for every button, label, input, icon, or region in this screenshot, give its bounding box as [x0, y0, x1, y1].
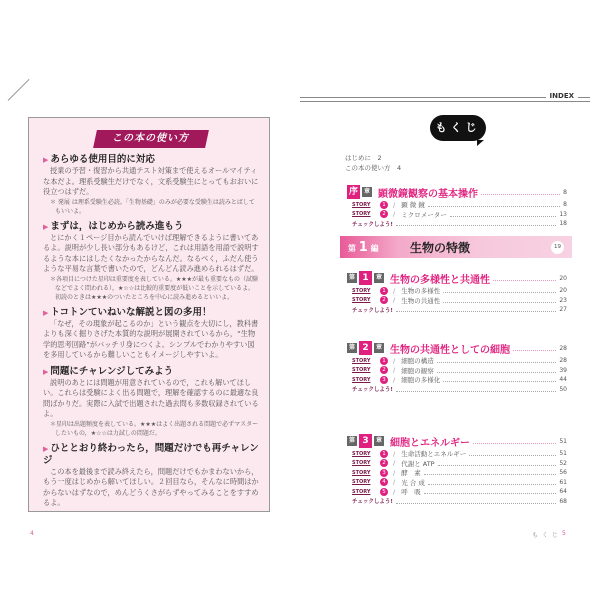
chapter-block	[347, 433, 567, 506]
toc-link-hajimeni[interactable]: はじめに 2	[345, 154, 382, 162]
chapter-page: 28	[559, 344, 567, 352]
chapter-page: 51	[559, 437, 567, 445]
chapter-title: 細胞とエネルギー	[390, 437, 470, 449]
story-page: 64	[559, 488, 567, 496]
leader-line	[428, 202, 560, 207]
story-number: 1	[380, 450, 388, 458]
section-body: とにかく１ページ目から読んでいけば理解できるように書いてあるよ。説明が少し長い部分もあるけど，これは用語を用語で説明するような本にはしたくなかったからなんだ。なるべく，ふだん使うような平易な言葉で書いたので，どんどん読み進められるはずだ。	[43, 232, 259, 273]
story-number: 2	[380, 296, 388, 304]
chapter-block	[347, 184, 567, 229]
chapter-number: 2	[359, 341, 372, 355]
story-row[interactable]	[347, 449, 567, 459]
index-label: INDEX	[546, 92, 578, 100]
leader-dots	[513, 345, 556, 351]
section-note: ＊星印は出題頻度を表している。★★★はよく出題される問題で必ずマスターしたいもの，★☆☆は力試しの問題だ。	[50, 420, 259, 437]
story-title: 細胞の構造	[401, 357, 434, 366]
slash-divider: /	[393, 468, 396, 477]
leader-dots	[481, 189, 560, 195]
how-to-use-box	[28, 117, 270, 512]
check-page: 50	[559, 385, 567, 393]
leader-line	[437, 358, 557, 363]
section-heading: ▶ 問題にチャレンジしてみよう	[43, 366, 259, 378]
chapter-suffix: 章	[375, 274, 382, 281]
story-number: 1	[380, 357, 388, 365]
slash-divider: /	[393, 296, 396, 305]
story-title: ミクロメーター	[401, 210, 447, 219]
chapter-title: 生物の多様性と共通性	[390, 274, 490, 286]
story-label: STORY	[352, 469, 371, 476]
how-to-use-title: この本の使い方	[93, 130, 209, 148]
story-title: 細胞の多様化	[401, 376, 441, 385]
chapter-suffix: 章	[363, 188, 370, 195]
leader-line	[396, 221, 557, 226]
story-label: STORY	[352, 450, 371, 457]
story-title: 酵 素	[401, 469, 421, 478]
chapter-prefix: 第	[348, 344, 355, 351]
story-label: STORY	[352, 357, 371, 364]
index-rule	[300, 92, 590, 102]
story-label: STORY	[352, 479, 371, 486]
story-title: 顕 微 鏡	[401, 201, 425, 210]
section-note: ＊各項目につけた星印は重要度を表している。★★★が最も重要なもの（試験などでよく問われる），★☆☆は比較的重要度が低いことを示しているよ。初読のときは★★★のついたところを中心に読み進めるといいよ。	[50, 275, 259, 301]
leader-line	[396, 387, 557, 392]
chapter-page: 20	[559, 274, 567, 282]
story-number: 3	[380, 469, 388, 477]
story-row[interactable]	[347, 375, 567, 385]
chapter-number: 1	[359, 271, 372, 285]
toc-page	[300, 0, 600, 600]
part-title: 生物の特徴	[410, 240, 471, 255]
story-label: STORY	[352, 488, 371, 495]
slash-divider: /	[393, 210, 396, 219]
story-number: 1	[380, 201, 388, 209]
page-number-right: 5	[562, 530, 566, 537]
story-title: 代謝と ATP	[401, 459, 435, 468]
story-page: 39	[559, 366, 567, 374]
leader-line	[438, 461, 557, 466]
section-heading: ▶ まずは，はじめから読み進もう	[43, 221, 259, 233]
story-label: STORY	[352, 201, 371, 208]
leader-line	[424, 489, 557, 494]
check-row[interactable]	[347, 219, 567, 229]
part-label: 第 1 編	[348, 239, 379, 255]
section-heading: ▶ トコトンていねいな解説と図の多用！	[43, 307, 259, 319]
story-row[interactable]	[347, 487, 567, 497]
leader-line	[443, 298, 556, 303]
story-number: 2	[380, 366, 388, 374]
story-page: 52	[559, 459, 567, 467]
chapter-heading[interactable]	[347, 433, 567, 449]
story-number: 4	[380, 478, 388, 486]
story-label: STORY	[352, 297, 371, 304]
slash-divider: /	[393, 375, 396, 384]
check-label: チェックしよう!	[352, 221, 393, 228]
section-heading: ▶ ひととおり終わったら，問題だけでも再チャレンジ	[43, 443, 259, 467]
leader-line	[450, 212, 557, 217]
section-body: この本を最後まで読み終えたら，問題だけでもかまわないから，もう一度はじめから解いてほしい。２回目なら，そんなに時間はかからないはずなので，めんどうくさがらずやってみることをすすめるよ。	[43, 466, 259, 507]
leader-dots	[473, 438, 556, 444]
section-body: 「なぜ，その現象が起こるのか」という観点を大切にし，教科書よりも深く掘りさげた本質的な説明が展開されているから，“生物学的思考回路”がバッチリ身につくよ。シンプルでわかりやすい図を多用しているから難しいこともイメージしやすいよ。	[43, 318, 259, 359]
intro-links	[345, 153, 401, 173]
check-row[interactable]	[347, 305, 567, 315]
story-page: 51	[559, 450, 567, 458]
check-page: 18	[559, 220, 567, 228]
slash-divider: /	[393, 286, 396, 295]
story-title: 生命活動とエネルギー	[401, 450, 467, 459]
chapter-heading[interactable]	[347, 340, 567, 356]
section-heading: ▶ あらゆる使用目的に対応	[43, 154, 259, 166]
slash-divider: /	[393, 459, 396, 468]
chapter-title: 生物の共通性としての細胞	[390, 344, 510, 356]
leader-line	[469, 451, 556, 456]
chapter-label: 序	[348, 187, 358, 197]
slash-divider: /	[393, 356, 396, 365]
chapter-block	[347, 340, 567, 394]
chapter-title: 顕微鏡観察の基本操作	[378, 188, 478, 200]
chapter-page: 8	[563, 188, 567, 196]
story-page: 13	[559, 210, 567, 218]
story-row[interactable]	[347, 459, 567, 469]
story-row[interactable]	[347, 200, 567, 210]
story-number: 1	[380, 287, 388, 295]
check-label: チェックしよう!	[352, 387, 393, 394]
check-label: チェックしよう!	[352, 307, 393, 314]
slash-divider: /	[393, 200, 396, 209]
story-number: 2	[380, 459, 388, 467]
story-label: STORY	[352, 287, 371, 294]
section-body: 授業の予習・復習から共通テスト対策まで使えるオールマイティな本だよ。理系受験生だけでなく，文系受験生にとってもおおいに役立つはずだ。	[43, 166, 259, 196]
story-row[interactable]	[347, 468, 567, 478]
story-row[interactable]	[347, 478, 567, 488]
part-page: 19	[551, 241, 564, 254]
story-page: 28	[559, 357, 567, 365]
story-row[interactable]	[347, 286, 567, 296]
chapter-heading[interactable]	[347, 184, 567, 200]
story-label: STORY	[352, 211, 371, 218]
leader-line	[437, 368, 557, 373]
chapter-prefix: 第	[348, 274, 355, 281]
chapter-block	[347, 270, 567, 315]
story-row[interactable]	[347, 356, 567, 366]
story-title: 生物の共通性	[401, 296, 441, 305]
leader-line	[443, 288, 556, 293]
story-page: 8	[563, 201, 567, 209]
story-number: 3	[380, 376, 388, 384]
story-page: 23	[559, 296, 567, 304]
page-number-left: 4	[30, 530, 34, 537]
story-label: STORY	[352, 460, 371, 467]
chapter-heading[interactable]	[347, 270, 567, 286]
story-label: STORY	[352, 367, 371, 374]
story-number: 5	[380, 488, 388, 496]
chapter-suffix: 章	[375, 437, 382, 444]
story-title: 光 合 成	[401, 478, 425, 487]
story-row[interactable]	[347, 296, 567, 306]
toc-link-how-to-use[interactable]: この本の使い方 4	[345, 164, 402, 172]
slash-divider: /	[393, 449, 396, 458]
leader-line	[443, 377, 556, 382]
chapter-number: 3	[359, 434, 372, 448]
check-page: 27	[559, 306, 567, 314]
mokuji-bubble: もくじ	[430, 115, 486, 141]
story-page: 61	[559, 478, 567, 486]
leader-line	[424, 470, 557, 475]
leader-line	[428, 480, 557, 485]
slash-divider: /	[393, 478, 396, 487]
leader-line	[396, 499, 557, 504]
story-page: 56	[559, 469, 567, 477]
section-body: 説明のあとには問題が用意されているので，これも解いてほしい。これらは受験によく出る問題で，理解を確認するのに最適な良問ばかりだ。実際に入試で出題された過去問も多数収録されているよ。	[43, 377, 259, 418]
page-fold-line	[8, 79, 30, 101]
story-title: 細胞の観察	[401, 366, 434, 375]
story-row[interactable]	[347, 210, 567, 220]
footer-label: もくじ	[532, 532, 563, 539]
chapter-prefix: 第	[348, 437, 355, 444]
part-1-banner[interactable]	[340, 236, 572, 258]
slash-divider: /	[393, 487, 396, 496]
check-row[interactable]	[347, 497, 567, 507]
section-note: ＊ 発展 は理系受験生必読。「生物基礎」のみが必要な受験生は読みとばしてもいいよ。	[50, 198, 255, 215]
leader-dots	[493, 275, 556, 281]
check-label: チェックしよう!	[352, 499, 393, 506]
story-number: 2	[380, 210, 388, 218]
story-page: 20	[559, 287, 567, 295]
leader-line	[396, 307, 557, 312]
story-label: STORY	[352, 376, 371, 383]
story-title: 呼 吸	[401, 488, 421, 497]
story-title: 生物の多様性	[401, 287, 441, 296]
story-row[interactable]	[347, 366, 567, 376]
slash-divider: /	[393, 366, 396, 375]
check-page: 68	[559, 497, 567, 505]
chapter-suffix: 章	[375, 344, 382, 351]
story-page: 44	[559, 376, 567, 384]
check-row[interactable]	[347, 385, 567, 395]
